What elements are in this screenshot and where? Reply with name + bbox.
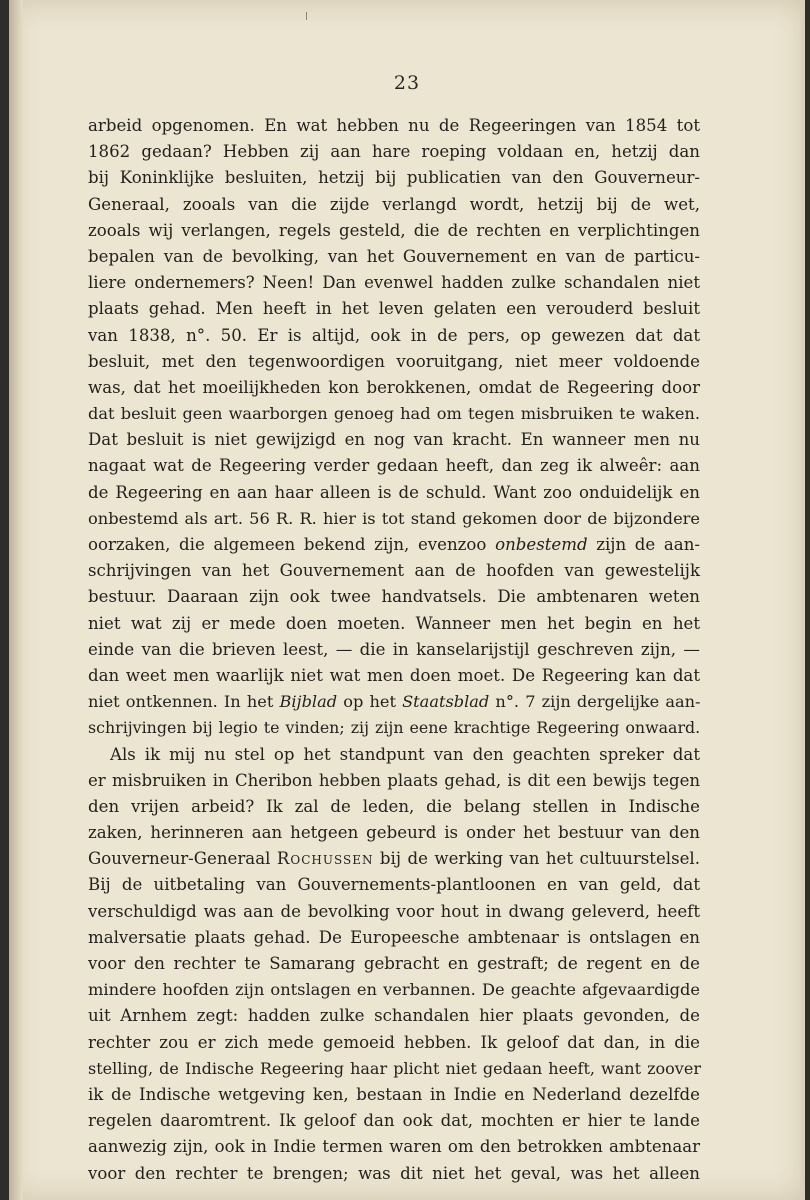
- text-line: [88, 296, 700, 322]
- text-line: [88, 925, 700, 951]
- text-segment: regelen daaromtrent. Ik geloof dan ook dat, mochten er hier te lande: [88, 1111, 700, 1131]
- text-segment: van 1838, n°. 50. Er is altijd, ook in de pers, op gewezen dat dat: [88, 325, 700, 345]
- text-line: [88, 872, 700, 898]
- text-segment: Gouverneur-Generaal: [88, 849, 277, 869]
- text-segment: schrijvingen van het Gouvernement aan de hoofden van gewestelijk: [88, 561, 700, 581]
- text-segment: zijn de aan-: [587, 535, 700, 554]
- text-segment: dat besluit geen waarborgen genoeg had om tegen misbruiken te waken.: [88, 404, 700, 424]
- text-segment: op het: [337, 692, 403, 712]
- text-segment: Als ik mij nu stel op het standpunt van den geachten spreker dat: [110, 744, 700, 764]
- text-segment: de Regeering en aan haar alleen is de schuld. Want zoo onduidelijk en: [88, 482, 700, 502]
- text-line: [88, 689, 700, 715]
- text-segment: besluit, met den tegenwoordigen vooruitgang, niet meer voldoende: [88, 351, 700, 371]
- text-line: [88, 794, 700, 820]
- text-line: [88, 244, 700, 270]
- text-line: [88, 1134, 700, 1160]
- body-text: [88, 113, 700, 1187]
- text-line: [88, 663, 700, 689]
- text-line: [88, 218, 700, 244]
- text-line: [88, 401, 700, 427]
- text-segment: nagaat wat de Regeering verder gedaan heeft, dan zeg ik alweêr: aan: [88, 456, 700, 476]
- text-line: [88, 1056, 700, 1082]
- text-segment: voor den rechter te Samarang gebracht en gestraft; de regent en de: [88, 954, 700, 973]
- text-segment: mindere hoofden zijn ontslagen en verbannen. De geachte afgevaardigde: [88, 980, 700, 1000]
- text-segment: schrijvingen bij legio te vinden; zij zijn eene krachtige Regeering onwaard.: [88, 718, 701, 738]
- text-segment: onbestemd als art. 56 R. R. hier is tot stand gekomen door de bijzondere: [88, 508, 701, 528]
- text-line: [88, 742, 700, 768]
- text-line: [88, 611, 700, 637]
- text-line: [88, 192, 700, 218]
- text-segment: plaats gehad. Men heeft in het leven gelaten een verouderd besluit: [88, 299, 700, 319]
- text-segment: n°. 7 zijn dergelijke aan-: [489, 692, 701, 712]
- text-segment: malversatie plaats gehad. De Europeesche ambtenaar is ontslagen en: [88, 927, 700, 947]
- text-line: [88, 1003, 700, 1029]
- text-segment: Bij de uitbetaling van Gouvernements-plantloonen en van geld, dat: [88, 875, 700, 895]
- text-segment: bepalen van de bevolking, van het Gouvernement en van de particu-: [88, 246, 700, 266]
- text-segment: bij de werking van het cultuurstelsel.: [373, 849, 700, 869]
- text-segment: einde van die brieven leest, — die in kanselarijstijl geschreven zijn, —: [88, 639, 700, 659]
- text-segment: rechter zou er zich mede gemoeid hebben. Ik geloof dat dan, in die: [88, 1032, 700, 1052]
- text-segment: verschuldigd was aan de bevolking voor hout in dwang geleverd, heeft: [88, 901, 700, 921]
- text-line: [88, 165, 700, 191]
- italic-text: Bijblad: [279, 692, 338, 712]
- text-segment: bij Koninklijke besluiten, hetzij bij publicatien van den Gouverneur-: [88, 168, 700, 188]
- text-segment: bestuur. Daaraan zijn ook twee handvatsels. Die ambtenaren weten: [88, 587, 700, 607]
- text-line: [88, 1030, 700, 1056]
- text-segment: ik de Indische wetgeving ken, bestaan in Indie en Nederland dezelfde: [88, 1084, 700, 1104]
- text-line: [88, 139, 700, 165]
- text-segment: 1862 gedaan? Hebben zij aan hare roeping voldaan en, hetzij dan: [88, 142, 700, 162]
- text-line: [88, 768, 700, 794]
- page-edge: [801, 0, 805, 1200]
- text-segment: dan weet men waarlijk niet wat men doen moet. De Regeering kan dat: [88, 665, 700, 685]
- text-segment: voor den rechter te brengen; was dit niet het geval, was het alleen: [88, 1163, 700, 1183]
- text-segment: zooals wij verlangen, regels gesteld, die de rechten en verplichtingen: [88, 220, 700, 240]
- text-segment: den vrijen arbeid? Ik zal de leden, die belang stellen in Indische: [88, 796, 700, 816]
- page-mark: [306, 12, 307, 20]
- text-line: [88, 899, 700, 925]
- text-line: [88, 349, 700, 375]
- text-line: [88, 480, 700, 506]
- text-segment: oorzaken, die algemeen bekend zijn, evenzoo: [88, 535, 496, 554]
- book-page: [9, 0, 805, 1200]
- text-segment: Dat besluit is niet gewijzigd en nog van kracht. En wanneer men nu: [88, 430, 700, 450]
- text-segment: niet wat zij er mede doen moeten. Wanneer men het begin en het: [88, 613, 700, 633]
- text-line: [88, 113, 700, 139]
- text-segment: aanwezig zijn, ook in Indie termen waren om den betrokken ambtenaar: [88, 1137, 700, 1157]
- page-spine: [9, 0, 23, 1200]
- page-number: 23: [393, 72, 421, 94]
- text-segment: niet ontkennen. In het: [88, 692, 280, 712]
- text-line: [88, 558, 700, 584]
- text-line: [88, 453, 700, 479]
- text-segment: Generaal, zooals van die zijde verlangd wordt, hetzij bij de wet,: [88, 194, 700, 214]
- text-line: [88, 270, 700, 296]
- text-segment: zaken, herinneren aan hetgeen gebeurd is onder het bestuur van den: [88, 823, 700, 843]
- text-segment: arbeid opgenomen. En wat hebben nu de Regeeringen van 1854 tot: [88, 116, 700, 135]
- text-segment: uit Arnhem zegt: hadden zulke schandalen hier plaats gevonden, de: [88, 1006, 700, 1026]
- text-line: [88, 584, 700, 610]
- text-line: [88, 977, 700, 1003]
- text-segment: stelling, de Indische Regeering haar plicht niet gedaan heeft, want zoover: [88, 1058, 701, 1078]
- text-line: [88, 1082, 700, 1108]
- text-line: [88, 637, 700, 663]
- text-line: [88, 375, 700, 401]
- text-line: [88, 506, 700, 532]
- text-line: [88, 427, 700, 453]
- text-line: [88, 951, 700, 977]
- text-line: [88, 715, 700, 741]
- text-line: [88, 820, 700, 846]
- italic-text: onbestemd: [495, 535, 588, 554]
- smallcaps-text: Rochussen: [276, 849, 374, 869]
- text-segment: was, dat het moeilijkheden kon berokkenen, omdat de Regeering door: [88, 377, 700, 397]
- text-line: [88, 1108, 700, 1134]
- text-line: [88, 323, 700, 349]
- text-line: [88, 1161, 700, 1187]
- text-segment: liere ondernemers? Neen! Dan evenwel hadden zulke schandalen niet: [88, 273, 700, 293]
- italic-text: Staatsblad: [402, 692, 490, 712]
- text-segment: er misbruiken in Cheribon hebben plaats gehad, is dit een bewijs tegen: [88, 770, 701, 790]
- text-line: [88, 532, 700, 558]
- text-line: [88, 846, 700, 872]
